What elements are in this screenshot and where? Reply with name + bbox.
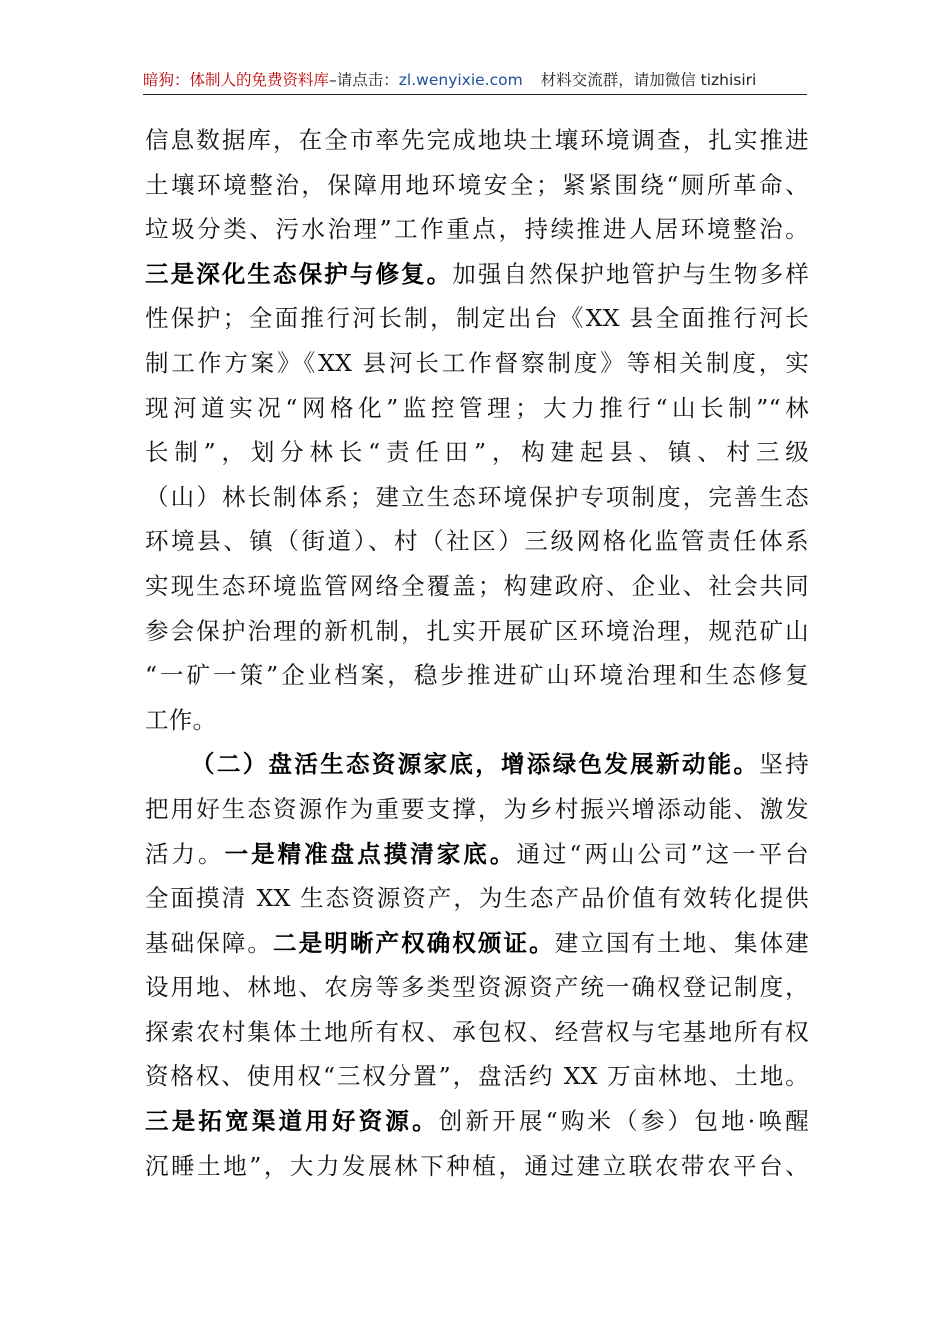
text-line: （山）林长制体系；建立生态环境保护专项制度，完善生态	[145, 482, 809, 511]
bold-heading: 三是拓宽渠道用好资源。	[145, 1107, 439, 1136]
header-site-name: 暗狗：体制人的免费资料库	[143, 71, 330, 89]
text-line: 实现生态环境监管网络全覆盖；构建政府、企业、社会共同	[145, 571, 809, 600]
text-line: 现河道实况“网格化”监控管理；大力推行“山长制”“林	[145, 393, 809, 422]
text-line: 工作。	[145, 705, 217, 734]
section-heading: （二）盘活生态资源家底，增添绿色发展新动能。	[189, 750, 760, 779]
text-line: 长制”，划分林长“责任田”，构建起县、镇、村三级	[145, 438, 809, 467]
page-header	[143, 66, 807, 95]
header-url-link[interactable]: zl.wenyixie.com	[398, 71, 523, 89]
text-line: 土壤环境整治，保障用地环境安全；紧紧围绕“厕所革命、	[145, 170, 809, 199]
text-line: 探索农村集体土地所有权、承包权、经营权与宅基地所有权	[145, 1017, 809, 1046]
text-line: 信息数据库，在全市率先完成地块土壤环境调查，扎实推进	[145, 126, 809, 154]
text-line: 资格权、使用权“三权分置”，盘活约 XX 万亩林地、土地。	[145, 1062, 809, 1091]
text-line: 参会保护治理的新机制，扎实开展矿区环境治理，规范矿山	[145, 616, 809, 645]
header-wechat-note: 材料交流群，请加微信 tizhisiri	[540, 71, 757, 89]
text-line: 沉睡土地”，大力发展林下种植，通过建立联农带农平台、	[145, 1151, 809, 1180]
text-line: 把用好生态资源作为重要支撑，为乡村振兴增添动能、激发	[145, 794, 809, 823]
header-click-prompt: –请点击：	[329, 71, 399, 89]
bold-heading: 一是精准盘点摸清家底。	[224, 839, 517, 868]
text-line: 活力。一是精准盘点摸清家底。通过“两山公司”这一平台	[145, 839, 809, 868]
text-line: 三是拓宽渠道用好资源。创新开展“购米（参）包地·唤醒	[145, 1107, 809, 1136]
bold-heading: 二是明晰产权确权颁证。	[273, 928, 555, 957]
text-line: （二）盘活生态资源家底，增添绿色发展新动能。坚持	[189, 750, 809, 779]
document-body	[145, 118, 809, 1188]
bold-heading: 三是深化生态保护与修复。	[145, 259, 453, 288]
text-line: 垃圾分类、污水治理”工作重点，持续推进人居环境整治。	[145, 215, 809, 244]
text-line: 设用地、林地、农房等多类型资源资产统一确权登记制度，	[145, 973, 809, 1002]
text-line: “一矿一策”企业档案，稳步推进矿山环境治理和生态修复	[145, 661, 809, 690]
text-line: 制工作方案》《XX 县河长工作督察制度》等相关制度，实	[145, 348, 809, 377]
text-line: 全面摸清 XX 生态资源资产，为生态产品价值有效转化提供	[145, 884, 809, 913]
text-line: 环境县、镇（街道）、村（社区）三级网格化监管责任体系	[145, 527, 809, 556]
text-line: 性保护；全面推行河长制，制定出台《XX 县全面推行河长	[145, 304, 809, 333]
text-line: 基础保障。二是明晰产权确权颁证。建立国有土地、集体建	[145, 928, 810, 957]
text-line: 三是深化生态保护与修复。加强自然保护地管护与生物多样	[145, 259, 809, 288]
